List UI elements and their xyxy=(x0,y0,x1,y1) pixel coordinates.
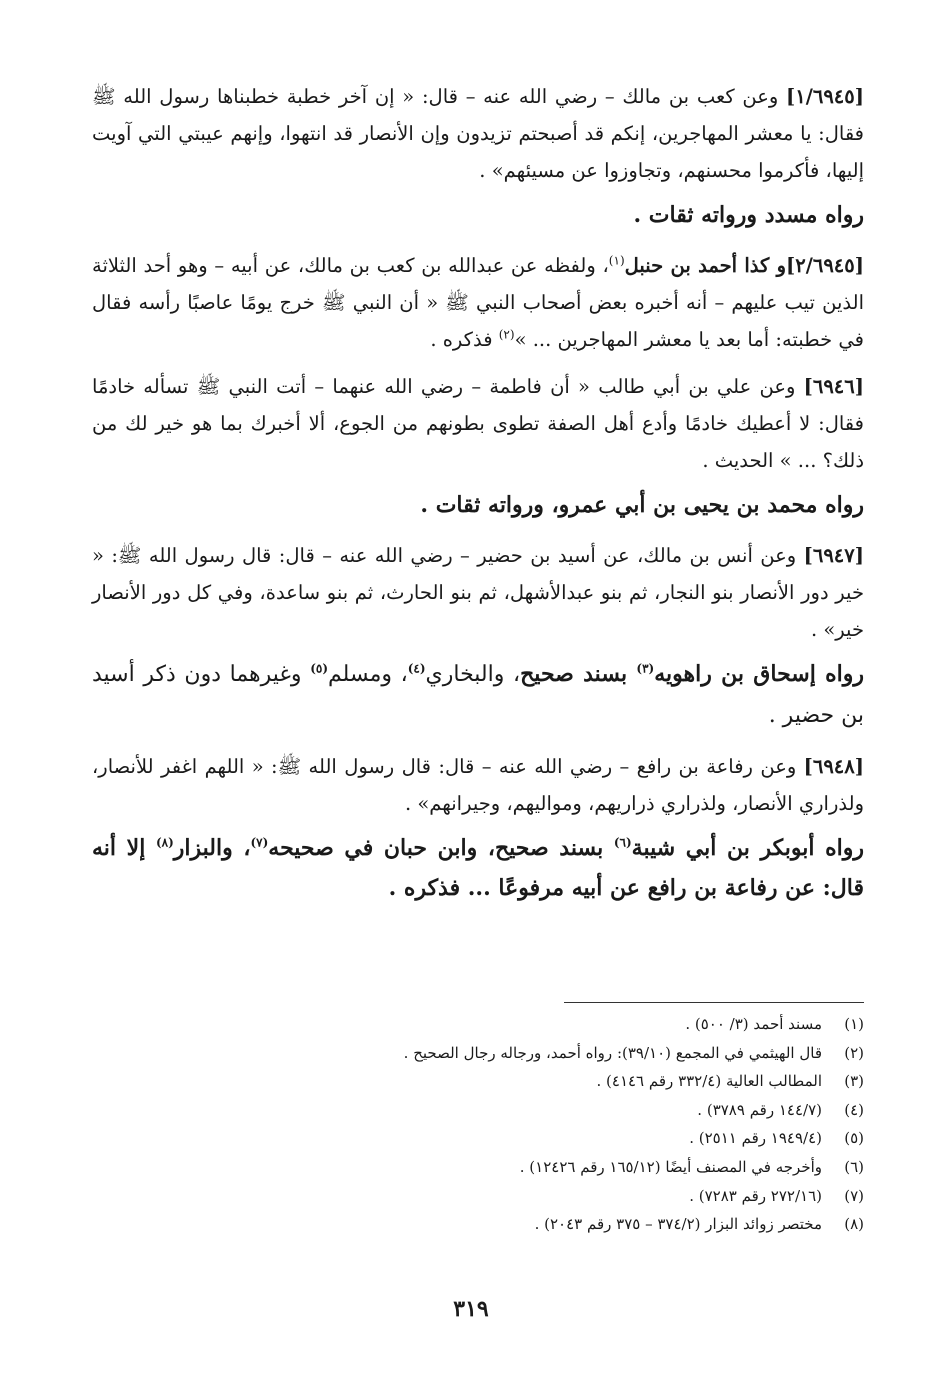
footnote-number: (٦) xyxy=(844,1157,864,1176)
hadith-number: [١/٦٩٤٥] xyxy=(786,85,864,108)
narration-note-text: ، والبخاري xyxy=(425,662,521,687)
footnote-number: (٨) xyxy=(844,1215,864,1234)
footnote-text: (١٤٤/٧ رقم ٣٧٨٩) . xyxy=(697,1100,822,1119)
footnote-ref[interactable]: (٣) xyxy=(636,661,655,676)
footnote-number: (٥) xyxy=(844,1129,864,1148)
footnote-item xyxy=(92,1182,864,1211)
hadith-entry-6945-1 xyxy=(92,78,864,189)
narration-note-text: إلا أنه قال: عن رفاعة بن رافع عن أبيه مرفوعًا ... فذكره . xyxy=(92,835,864,901)
narration-note-text: ، والبزار xyxy=(173,835,251,861)
footnote-text: مختصر زوائد البزار (٣٧٤/٢ – ٣٧٥ رقم ٢٠٤٣) . xyxy=(534,1215,822,1234)
narration-note xyxy=(92,485,864,525)
hadith-bold-lead: و كذا أحمد بن حنبل xyxy=(624,254,787,277)
narration-note-text: بسند صحيح xyxy=(520,661,637,687)
footnote-text: وأخرجه في المصنف أيضًا (١٦٥/١٢ رقم ١٢٤٢٦) . xyxy=(519,1157,822,1176)
page-body xyxy=(92,78,864,920)
hadith-number: [٢/٦٩٤٥] xyxy=(786,254,864,277)
hadith-text: وعن كعب بن مالك – رضي الله عنه – قال: « إن آخر خطبة خطبناها رسول الله ﷺ فقال: يا معشر المهاجرين، إنكم قد أصبحتم تزيدون وإن الأنصار قد انتهوا، وإنهم عيبتي التي آويت إليها، فأكرموا محسنهم، وتجاوزوا عن مسيئهم» . xyxy=(92,85,864,182)
narration-note-text: وغيرهما دون ذكر أسيد بن حضير . xyxy=(92,662,864,728)
footnote-ref[interactable]: (١) xyxy=(608,253,625,268)
hadith-text: وعن أنس بن مالك، عن أسيد بن حضير – رضي الله عنه – قال: قال رسول الله ﷺ: « خير دور الأنصار بنو النجار، ثم بنو عبدالأشهل، ثم بنو الحارث، ثم بنو ساعدة، وفي كل دور الأنصار خير» . xyxy=(92,544,865,641)
hadith-text: وعن علي بن أبي طالب « أن فاطمة – رضي الله عنهما – أتت النبي ﷺ تسأله خادمًا فقال: لا أعطيك خادمًا وأدع أهل الصفة تطوى بطونهم من الجوع، ألا أخبرك بما هو خير لك من ذلك؟ ... » الحديث . xyxy=(92,375,864,472)
narration-note-text: رواه محمد بن يحيى بن أبي عمرو، ورواته ثقات . xyxy=(420,492,864,518)
footnote-ref[interactable]: (٤) xyxy=(407,661,426,676)
narration-note xyxy=(92,195,864,235)
narration-note-text: رواه إسحاق بن راهويه xyxy=(654,661,864,687)
footnote-number: (٤) xyxy=(844,1100,864,1119)
hadith-entry-6948 xyxy=(92,748,864,822)
narration-note-text: رواه أبوبكر بن أبي شيبة xyxy=(631,835,865,861)
hadith-text: وعن رفاعة بن رافع – رضي الله عنه – قال: قال رسول الله ﷺ: « اللهم اغفر للأنصار، ولذراري الأنصار، ولذراري ذراريهم، ومواليهم، وجيرانهم» . xyxy=(92,755,864,815)
hadith-text: ، ولفظه عن عبدالله بن كعب بن مالك، عن أبيه – وهو أحد الثلاثة الذين تيب عليهم – أنه أخبره بعض أصحاب النبي ﷺ « أن النبي ﷺ خرج يومًا عاصبًا رأسه فقال في خطبته: أما بعد يا معشر المهاجرين ... » xyxy=(92,254,864,351)
footnote-number: (١) xyxy=(844,1015,864,1033)
footnote-ref[interactable]: (٢) xyxy=(498,327,515,342)
hadith-number: [٦٩٤٨] xyxy=(803,755,864,778)
narration-note xyxy=(92,828,864,908)
footnote-ref[interactable]: (٦) xyxy=(613,835,632,850)
footnotes xyxy=(92,1010,864,1239)
footnote-ref[interactable]: (٨) xyxy=(155,835,174,850)
narration-note xyxy=(92,654,864,736)
footnote-divider xyxy=(564,1002,864,1003)
narration-note-text: ، ومسلم xyxy=(328,662,408,687)
hadith-number: [٦٩٤٧] xyxy=(803,544,864,567)
footnote-item xyxy=(92,1210,864,1239)
footnote-text: قال الهيثمي في المجمع (٣٩/١٠): رواه أحمد، ورجاله رجال الصحيح . xyxy=(403,1043,822,1062)
footnote-text: (٢٧٢/١٦ رقم ٧٢٨٣) . xyxy=(689,1186,822,1205)
hadith-entry-6945-2 xyxy=(92,247,864,358)
footnote-number: (٧) xyxy=(844,1186,864,1205)
hadith-number: [٦٩٤٦] xyxy=(803,375,864,398)
footnote-number: (٢) xyxy=(844,1043,864,1062)
footnote-item xyxy=(92,1067,864,1096)
footnote-ref[interactable]: (٧) xyxy=(250,835,269,850)
narration-note-text: بسند صحيح، وابن حبان في صحيحه xyxy=(268,835,614,861)
hadith-entry-6947 xyxy=(92,537,864,648)
footnote-item xyxy=(92,1124,864,1153)
footnote-item xyxy=(92,1153,864,1182)
narration-note-text: رواه مسدد ورواته ثقات . xyxy=(633,202,864,228)
footnote-item xyxy=(92,1010,864,1039)
footnote-ref[interactable]: (٥) xyxy=(310,661,329,676)
footnote-text: المطالب العالية (٣٣٢/٤ رقم ٤١٤٦) . xyxy=(596,1072,822,1091)
hadith-tail: فذكره . xyxy=(430,328,499,351)
footnote-item xyxy=(92,1039,864,1068)
footnote-item xyxy=(92,1096,864,1125)
footnote-text: (١٩٤٩/٤ رقم ٢٥١١) . xyxy=(689,1129,822,1148)
footnote-number: (٣) xyxy=(844,1072,864,1091)
hadith-entry-6946 xyxy=(92,368,864,479)
footnote-text: مسند أحمد (٣/ ٥٠٠) . xyxy=(685,1015,822,1033)
page-number: ٣١٩ xyxy=(453,1296,489,1322)
